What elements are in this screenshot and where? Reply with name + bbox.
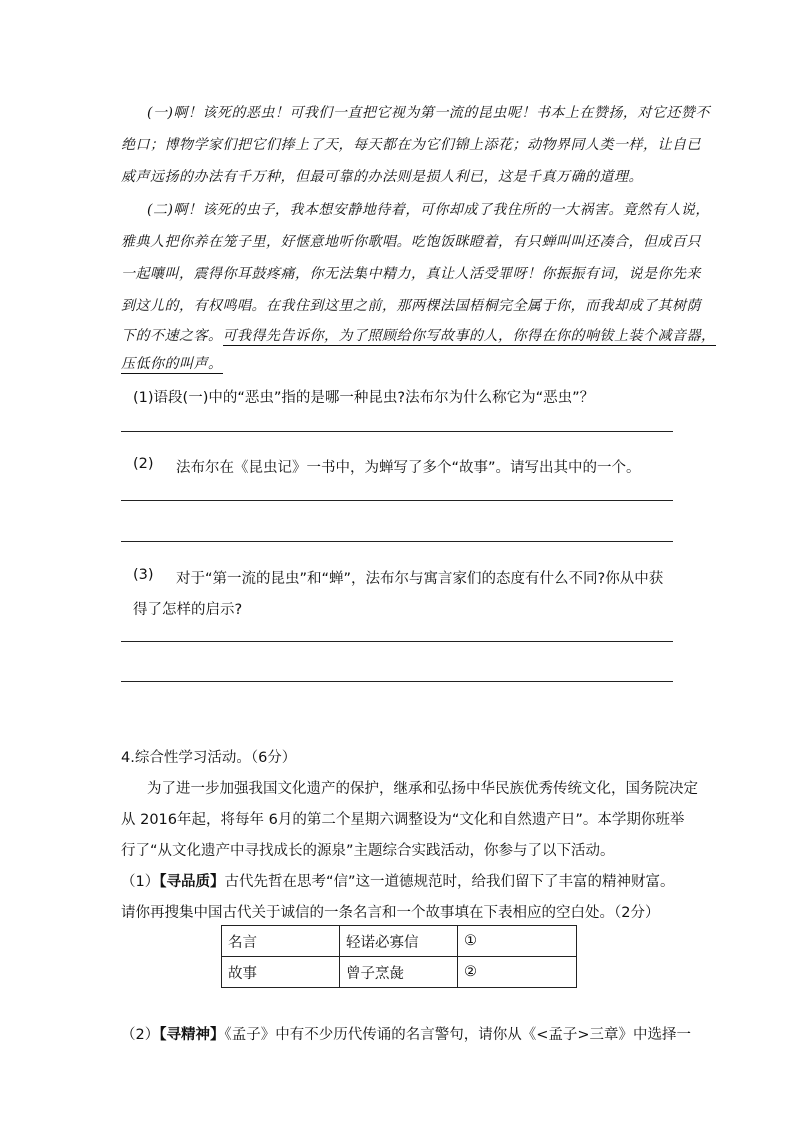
question-2: 法布尔在《昆虫记》一书中，为蝉写了多个“故事”。请写出其中的一个。 bbox=[176, 460, 641, 476]
item-1-prefix: （1） bbox=[121, 874, 160, 890]
passage-p2-line1: (二)啊！该死的虫子，我本想安静地待着，可你却成了我住所的一大祸害。竟然有人说， bbox=[147, 202, 710, 218]
integrity-table bbox=[221, 925, 577, 988]
table-cell-example: 曾子烹彘 bbox=[340, 957, 458, 988]
question-3: 对于“第一流的昆虫”和“蝉”，法布尔与寓言家们的态度有什么不同?你从中获 bbox=[176, 571, 664, 587]
passage-p2-line3: 一起嚷叫，震得你耳鼓疼痛，你无法集中精力，真让人活受罪呀！你振振有词，说是你先来 bbox=[121, 266, 701, 282]
answer-line-q3-1[interactable] bbox=[121, 641, 673, 642]
item-1-tag: 【寻品质】 bbox=[159, 874, 225, 890]
passage-p2-line6 bbox=[121, 353, 223, 373]
item-2-text: 《孟子》中有不少历代传诵的名言警句，请你从《<孟子>三章》中选择一 bbox=[224, 1027, 692, 1043]
table-cell-blank[interactable]: ① bbox=[458, 926, 577, 957]
passage-p1-line1: (一)啊！该死的恶虫！可我们一直把它视为第一流的昆虫呢！书本上在赞扬，对它还赞不 bbox=[147, 105, 710, 121]
passage-p2-line5-plain: 下的不速之客。 bbox=[121, 328, 223, 344]
section-4-intro-line3: 行了“从文化遗产中寻找成长的源泉”主题综合实践活动，你参与了以下活动。 bbox=[121, 843, 615, 859]
question-3-cont: 得了怎样的启示? bbox=[133, 602, 243, 618]
item-2-prefix: （2） bbox=[121, 1027, 160, 1043]
table-row bbox=[222, 957, 577, 988]
passage-p1-line3: 威声远扬的办法有千万种，但最可靠的办法则是损人利已，这是千真万确的道理。 bbox=[121, 169, 643, 185]
item-1-line1 bbox=[121, 870, 675, 891]
table-cell-label: 名言 bbox=[222, 926, 340, 957]
passage-p2-line4: 到这儿的，有权鸣唱。在我住到这里之前，那两棵法国梧桐完全属于你，而我却成了其树荫 bbox=[121, 298, 701, 314]
question-1: (1)语段(一)中的“恶虫”指的是哪一种昆虫?法布尔为什么称它为“恶虫”？ bbox=[133, 390, 595, 406]
passage-underlined-sentence-end: 压低你的叫声。 bbox=[121, 356, 223, 372]
passage-p2-line2: 雅典人把你养在笼子里，好惬意地听你歌唱。吃饱饭眯瞪着，有只蝉叫叫还凑合，但成百只 bbox=[121, 234, 701, 250]
item-1-line2: 请你再搜集中国古代关于诚信的一条名言和一个故事填在下表相应的空白处。（2分） bbox=[121, 905, 660, 921]
item-2-line bbox=[121, 1023, 691, 1044]
answer-line-q1[interactable] bbox=[121, 431, 673, 432]
passage-p2-line5 bbox=[121, 325, 716, 345]
table-cell-label: 故事 bbox=[222, 957, 340, 988]
section-4-intro-line2: 从 2016年起，将每年 6月的第二个星期六调整设为“文化和自然遗产日”。本学期你班举 bbox=[121, 812, 685, 828]
item-1-text: 古代先哲在思考“信”这一道德规范时，给我们留下了丰富的精神财富。 bbox=[224, 874, 675, 890]
question-3-number: (3) bbox=[133, 567, 154, 583]
passage-p1-line2: 绝口；博物学家们把它们捧上了天，每天都在为它们锦上添花；动物界同人类一样，让自已 bbox=[121, 137, 701, 153]
section-4-intro-line1: 为了进一步加强我国文化遗产的保护，继承和弘扬中华民族优秀传统文化，国务院决定 bbox=[147, 781, 698, 797]
answer-line-q2-2[interactable] bbox=[121, 541, 673, 542]
table-cell-example: 轻诺必寡信 bbox=[340, 926, 458, 957]
table-row bbox=[222, 926, 577, 957]
answer-line-q2-1[interactable] bbox=[121, 500, 673, 501]
table-cell-blank[interactable]: ② bbox=[458, 957, 577, 988]
section-4-heading: 4.综合性学习活动。（6分） bbox=[121, 750, 297, 766]
question-2-number: (2) bbox=[133, 456, 154, 472]
answer-line-q3-2[interactable] bbox=[121, 681, 673, 682]
item-2-tag: 【寻精神】 bbox=[159, 1027, 225, 1043]
passage-underlined-sentence: 可我得先告诉你，为了照顾给你写故事的人，你得在你的响钹上装个减音器， bbox=[222, 328, 716, 344]
